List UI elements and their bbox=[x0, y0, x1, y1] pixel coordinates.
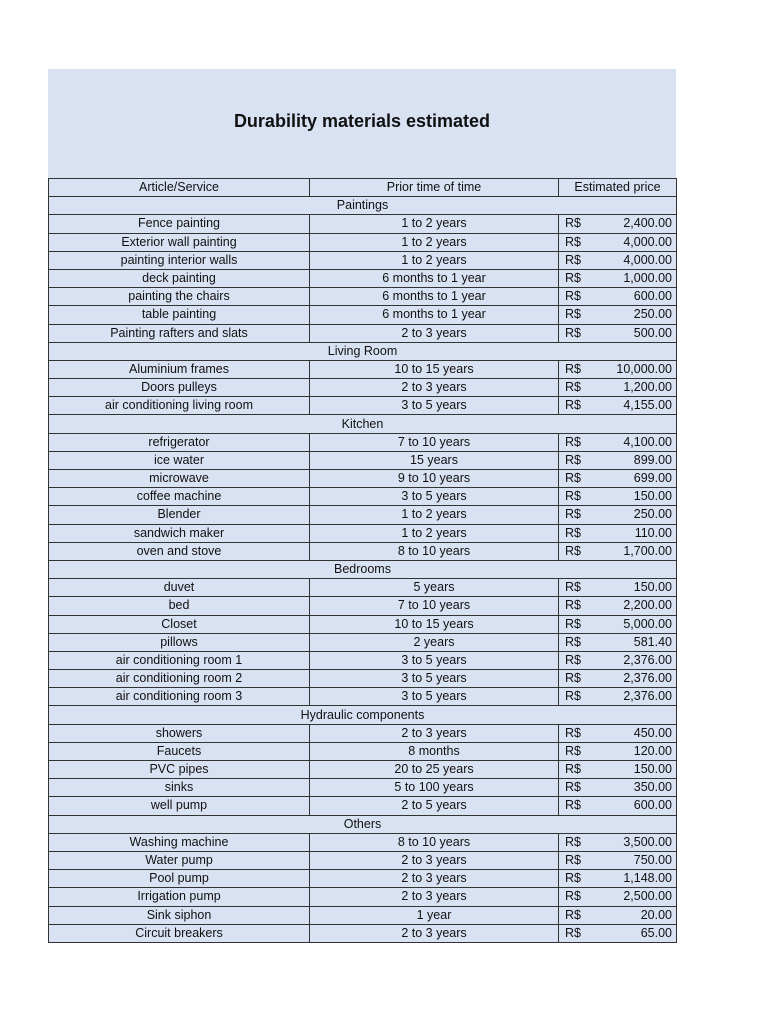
price-cell[interactable] bbox=[559, 688, 677, 706]
price-amount: 1,148.00 bbox=[623, 871, 672, 886]
price-cell[interactable] bbox=[559, 870, 677, 888]
time-cell[interactable]: 20 to 25 years bbox=[310, 761, 559, 779]
currency-symbol: R$ bbox=[565, 834, 581, 849]
currency-symbol: R$ bbox=[565, 762, 581, 777]
price-cell[interactable] bbox=[559, 597, 677, 615]
table-row bbox=[49, 851, 677, 869]
table-row bbox=[49, 833, 677, 851]
section-row bbox=[49, 815, 677, 833]
section-row bbox=[49, 197, 677, 215]
table-row bbox=[49, 761, 677, 779]
price-cell[interactable] bbox=[559, 306, 677, 324]
price-cell[interactable] bbox=[559, 906, 677, 924]
currency-symbol: R$ bbox=[565, 525, 581, 540]
table-row bbox=[49, 524, 677, 542]
time-cell[interactable]: 2 to 3 years bbox=[310, 724, 559, 742]
price-amount: 20.00 bbox=[640, 907, 672, 922]
currency-symbol: R$ bbox=[565, 580, 581, 595]
article-cell[interactable]: Closet bbox=[49, 615, 310, 633]
price-cell[interactable] bbox=[559, 379, 677, 397]
article-cell[interactable]: painting the chairs bbox=[49, 288, 310, 306]
section-title[interactable]: Hydraulic components bbox=[49, 706, 677, 724]
price-cell[interactable] bbox=[559, 397, 677, 415]
article-cell[interactable]: Irrigation pump bbox=[49, 888, 310, 906]
table-row bbox=[49, 688, 677, 706]
currency-symbol: R$ bbox=[565, 434, 581, 449]
currency-symbol: R$ bbox=[565, 507, 581, 522]
price-amount: 150.00 bbox=[633, 489, 672, 504]
currency-symbol: R$ bbox=[565, 889, 581, 904]
header-article[interactable]: Article/Service bbox=[49, 179, 310, 197]
time-cell[interactable]: 1 to 2 years bbox=[310, 506, 559, 524]
section-title[interactable]: Bedrooms bbox=[49, 560, 677, 578]
price-amount: 750.00 bbox=[633, 853, 672, 868]
currency-symbol: R$ bbox=[565, 743, 581, 758]
currency-symbol: R$ bbox=[565, 671, 581, 686]
table-body bbox=[49, 179, 677, 943]
price-amount: 4,000.00 bbox=[623, 252, 672, 267]
price-cell[interactable] bbox=[559, 215, 677, 233]
time-cell[interactable]: 1 to 2 years bbox=[310, 233, 559, 251]
currency-symbol: R$ bbox=[565, 725, 581, 740]
currency-symbol: R$ bbox=[565, 543, 581, 558]
price-amount: 1,200.00 bbox=[623, 380, 672, 395]
article-cell[interactable]: PVC pipes bbox=[49, 761, 310, 779]
table-row bbox=[49, 597, 677, 615]
section-row bbox=[49, 415, 677, 433]
price-cell[interactable] bbox=[559, 451, 677, 469]
article-cell[interactable]: table painting bbox=[49, 306, 310, 324]
price-amount: 1,700.00 bbox=[623, 543, 672, 558]
price-cell[interactable] bbox=[559, 251, 677, 269]
price-amount: 4,000.00 bbox=[623, 234, 672, 249]
spreadsheet bbox=[48, 69, 676, 943]
section-title[interactable]: Paintings bbox=[49, 197, 677, 215]
price-cell[interactable] bbox=[559, 324, 677, 342]
price-amount: 2,400.00 bbox=[623, 216, 672, 231]
time-cell[interactable]: 2 years bbox=[310, 633, 559, 651]
price-cell[interactable] bbox=[559, 360, 677, 378]
table-row bbox=[49, 251, 677, 269]
currency-symbol: R$ bbox=[565, 616, 581, 631]
price-cell[interactable] bbox=[559, 924, 677, 942]
table-row bbox=[49, 779, 677, 797]
price-amount: 350.00 bbox=[633, 780, 672, 795]
header-row bbox=[49, 179, 677, 197]
table-row bbox=[49, 233, 677, 251]
currency-symbol: R$ bbox=[565, 289, 581, 304]
time-cell[interactable]: 3 to 5 years bbox=[310, 688, 559, 706]
sheet-title: Durability materials estimated bbox=[233, 111, 491, 131]
article-cell[interactable]: Doors pulleys bbox=[49, 379, 310, 397]
currency-symbol: R$ bbox=[565, 853, 581, 868]
table-row bbox=[49, 742, 677, 760]
table-row bbox=[49, 215, 677, 233]
price-cell[interactable] bbox=[559, 542, 677, 560]
article-cell[interactable]: bed bbox=[49, 597, 310, 615]
article-cell[interactable]: painting interior walls bbox=[49, 251, 310, 269]
time-cell[interactable]: 8 to 10 years bbox=[310, 833, 559, 851]
time-cell[interactable]: 15 years bbox=[310, 451, 559, 469]
table-row bbox=[49, 615, 677, 633]
article-cell[interactable]: Painting rafters and slats bbox=[49, 324, 310, 342]
time-cell[interactable]: 2 to 5 years bbox=[310, 797, 559, 815]
price-amount: 250.00 bbox=[633, 307, 672, 322]
currency-symbol: R$ bbox=[565, 216, 581, 231]
table-row bbox=[49, 451, 677, 469]
table-row bbox=[49, 633, 677, 651]
table-row bbox=[49, 470, 677, 488]
price-cell[interactable] bbox=[559, 433, 677, 451]
table-row bbox=[49, 906, 677, 924]
table-row bbox=[49, 870, 677, 888]
currency-symbol: R$ bbox=[565, 452, 581, 467]
time-cell[interactable]: 10 to 15 years bbox=[310, 615, 559, 633]
time-cell[interactable]: 9 to 10 years bbox=[310, 470, 559, 488]
table-row bbox=[49, 288, 677, 306]
time-cell[interactable]: 10 to 15 years bbox=[310, 360, 559, 378]
price-amount: 120.00 bbox=[633, 743, 672, 758]
article-cell[interactable]: sandwich maker bbox=[49, 524, 310, 542]
price-cell[interactable] bbox=[559, 488, 677, 506]
price-cell[interactable] bbox=[559, 269, 677, 287]
table-row bbox=[49, 269, 677, 287]
article-cell[interactable]: Exterior wall painting bbox=[49, 233, 310, 251]
currency-symbol: R$ bbox=[565, 234, 581, 249]
currency-symbol: R$ bbox=[565, 252, 581, 267]
price-amount: 65.00 bbox=[640, 925, 672, 940]
time-cell[interactable]: 6 months to 1 year bbox=[310, 288, 559, 306]
time-cell[interactable]: 2 to 3 years bbox=[310, 379, 559, 397]
section-title[interactable]: Kitchen bbox=[49, 415, 677, 433]
article-cell[interactable]: oven and stove bbox=[49, 542, 310, 560]
article-cell[interactable]: Blender bbox=[49, 506, 310, 524]
time-cell[interactable]: 3 to 5 years bbox=[310, 488, 559, 506]
currency-symbol: R$ bbox=[565, 798, 581, 813]
price-amount: 450.00 bbox=[633, 725, 672, 740]
section-row bbox=[49, 342, 677, 360]
currency-symbol: R$ bbox=[565, 398, 581, 413]
currency-symbol: R$ bbox=[565, 780, 581, 795]
currency-symbol: R$ bbox=[565, 652, 581, 667]
time-cell[interactable]: 2 to 3 years bbox=[310, 888, 559, 906]
table-row bbox=[49, 488, 677, 506]
price-cell[interactable] bbox=[559, 288, 677, 306]
currency-symbol: R$ bbox=[565, 598, 581, 613]
article-cell[interactable]: Washing machine bbox=[49, 833, 310, 851]
table-row bbox=[49, 360, 677, 378]
price-amount: 3,500.00 bbox=[623, 834, 672, 849]
currency-symbol: R$ bbox=[565, 925, 581, 940]
article-cell[interactable]: sinks bbox=[49, 779, 310, 797]
time-cell[interactable]: 2 to 3 years bbox=[310, 324, 559, 342]
price-amount: 500.00 bbox=[633, 325, 672, 340]
time-cell[interactable]: 1 to 2 years bbox=[310, 251, 559, 269]
article-cell[interactable]: ice water bbox=[49, 451, 310, 469]
price-amount: 5,000.00 bbox=[623, 616, 672, 631]
currency-symbol: R$ bbox=[565, 380, 581, 395]
article-cell[interactable]: deck painting bbox=[49, 269, 310, 287]
time-cell[interactable]: 3 to 5 years bbox=[310, 670, 559, 688]
table-row bbox=[49, 506, 677, 524]
price-cell[interactable] bbox=[559, 779, 677, 797]
price-amount: 699.00 bbox=[633, 471, 672, 486]
price-cell[interactable] bbox=[559, 233, 677, 251]
time-cell[interactable]: 3 to 5 years bbox=[310, 651, 559, 669]
price-cell[interactable] bbox=[559, 506, 677, 524]
price-cell[interactable] bbox=[559, 470, 677, 488]
price-cell[interactable] bbox=[559, 651, 677, 669]
header-price[interactable]: Estimated price bbox=[559, 179, 677, 197]
price-cell[interactable] bbox=[559, 888, 677, 906]
section-row bbox=[49, 560, 677, 578]
price-amount: 250.00 bbox=[633, 507, 672, 522]
currency-symbol: R$ bbox=[565, 634, 581, 649]
price-cell[interactable] bbox=[559, 742, 677, 760]
time-cell[interactable]: 6 months to 1 year bbox=[310, 269, 559, 287]
price-amount: 600.00 bbox=[633, 289, 672, 304]
price-cell[interactable] bbox=[559, 633, 677, 651]
time-cell[interactable]: 7 to 10 years bbox=[310, 597, 559, 615]
currency-symbol: R$ bbox=[565, 361, 581, 376]
title-band bbox=[48, 69, 676, 178]
time-cell[interactable]: 5 years bbox=[310, 579, 559, 597]
article-cell[interactable]: air conditioning room 3 bbox=[49, 688, 310, 706]
article-cell[interactable]: air conditioning room 2 bbox=[49, 670, 310, 688]
article-cell[interactable]: Fence painting bbox=[49, 215, 310, 233]
table-row bbox=[49, 433, 677, 451]
materials-table bbox=[48, 178, 677, 943]
price-cell[interactable] bbox=[559, 851, 677, 869]
time-cell[interactable]: 2 to 3 years bbox=[310, 870, 559, 888]
article-cell[interactable]: Circuit breakers bbox=[49, 924, 310, 942]
article-cell[interactable]: duvet bbox=[49, 579, 310, 597]
price-amount: 1,000.00 bbox=[623, 271, 672, 286]
currency-symbol: R$ bbox=[565, 489, 581, 504]
price-cell[interactable] bbox=[559, 579, 677, 597]
header-time[interactable]: Prior time of time bbox=[310, 179, 559, 197]
price-cell[interactable] bbox=[559, 670, 677, 688]
price-cell[interactable] bbox=[559, 615, 677, 633]
table-row bbox=[49, 924, 677, 942]
price-amount: 899.00 bbox=[633, 452, 672, 467]
time-cell[interactable]: 8 months bbox=[310, 742, 559, 760]
article-cell[interactable]: Aluminium frames bbox=[49, 360, 310, 378]
article-cell[interactable]: microwave bbox=[49, 470, 310, 488]
time-cell[interactable]: 1 year bbox=[310, 906, 559, 924]
currency-symbol: R$ bbox=[565, 689, 581, 704]
currency-symbol: R$ bbox=[565, 307, 581, 322]
price-amount: 10,000.00 bbox=[616, 361, 672, 376]
price-amount: 150.00 bbox=[633, 762, 672, 777]
time-cell[interactable]: 2 to 3 years bbox=[310, 851, 559, 869]
price-amount: 600.00 bbox=[633, 798, 672, 813]
section-row bbox=[49, 706, 677, 724]
time-cell[interactable]: 2 to 3 years bbox=[310, 924, 559, 942]
time-cell[interactable]: 7 to 10 years bbox=[310, 433, 559, 451]
price-amount: 2,500.00 bbox=[623, 889, 672, 904]
article-cell[interactable]: air conditioning room 1 bbox=[49, 651, 310, 669]
currency-symbol: R$ bbox=[565, 325, 581, 340]
table-row bbox=[49, 797, 677, 815]
price-amount: 2,376.00 bbox=[623, 671, 672, 686]
article-cell[interactable]: Faucets bbox=[49, 742, 310, 760]
price-amount: 2,376.00 bbox=[623, 652, 672, 667]
article-cell[interactable]: air conditioning living room bbox=[49, 397, 310, 415]
section-title[interactable]: Living Room bbox=[49, 342, 677, 360]
currency-symbol: R$ bbox=[565, 871, 581, 886]
price-amount: 581.40 bbox=[633, 634, 672, 649]
article-cell[interactable]: pillows bbox=[49, 633, 310, 651]
table-row bbox=[49, 724, 677, 742]
table-row bbox=[49, 542, 677, 560]
article-cell[interactable]: Sink siphon bbox=[49, 906, 310, 924]
section-title[interactable]: Others bbox=[49, 815, 677, 833]
price-amount: 4,100.00 bbox=[623, 434, 672, 449]
price-cell[interactable] bbox=[559, 524, 677, 542]
price-cell[interactable] bbox=[559, 797, 677, 815]
table-row bbox=[49, 888, 677, 906]
price-amount: 2,200.00 bbox=[623, 598, 672, 613]
price-amount: 150.00 bbox=[633, 580, 672, 595]
table-row bbox=[49, 306, 677, 324]
table-row bbox=[49, 651, 677, 669]
table-row bbox=[49, 324, 677, 342]
article-cell[interactable]: showers bbox=[49, 724, 310, 742]
time-cell[interactable]: 1 to 2 years bbox=[310, 524, 559, 542]
currency-symbol: R$ bbox=[565, 271, 581, 286]
article-cell[interactable]: well pump bbox=[49, 797, 310, 815]
time-cell[interactable]: 8 to 10 years bbox=[310, 542, 559, 560]
table-row bbox=[49, 579, 677, 597]
time-cell[interactable]: 5 to 100 years bbox=[310, 779, 559, 797]
price-amount: 110.00 bbox=[634, 525, 672, 540]
price-amount: 4,155.00 bbox=[623, 398, 672, 413]
price-cell[interactable] bbox=[559, 761, 677, 779]
currency-symbol: R$ bbox=[565, 471, 581, 486]
article-cell[interactable]: Water pump bbox=[49, 851, 310, 869]
table-row bbox=[49, 379, 677, 397]
price-cell[interactable] bbox=[559, 724, 677, 742]
table-row bbox=[49, 670, 677, 688]
article-cell[interactable]: refrigerator bbox=[49, 433, 310, 451]
currency-symbol: R$ bbox=[565, 907, 581, 922]
time-cell[interactable]: 1 to 2 years bbox=[310, 215, 559, 233]
time-cell[interactable]: 6 months to 1 year bbox=[310, 306, 559, 324]
article-cell[interactable]: Pool pump bbox=[49, 870, 310, 888]
price-amount: 2,376.00 bbox=[623, 689, 672, 704]
price-cell[interactable] bbox=[559, 833, 677, 851]
time-cell[interactable]: 3 to 5 years bbox=[310, 397, 559, 415]
article-cell[interactable]: coffee machine bbox=[49, 488, 310, 506]
table-row bbox=[49, 397, 677, 415]
